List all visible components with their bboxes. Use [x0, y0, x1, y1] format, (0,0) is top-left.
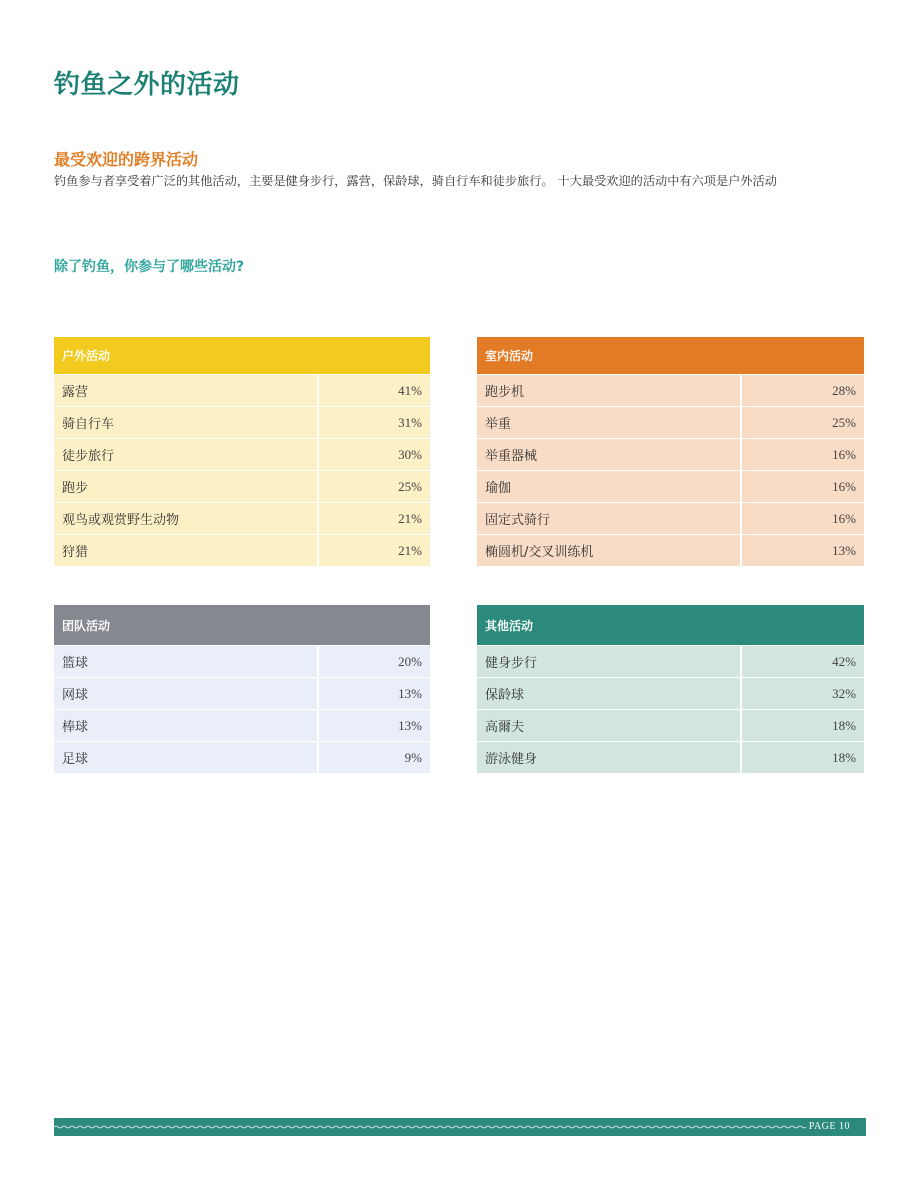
activity-percent: 20%	[398, 653, 422, 669]
activity-name: 固定式骑行	[477, 503, 742, 534]
wave-decoration-icon	[54, 1118, 806, 1136]
activity-name: 椭圆机/交叉训练机	[477, 535, 742, 566]
activity-name: 跑步	[54, 471, 319, 502]
activity-name: 高爾夫	[477, 710, 742, 741]
activity-percent: 16%	[832, 446, 856, 462]
activity-percent: 13%	[398, 685, 422, 701]
activity-percent: 32%	[832, 685, 856, 701]
activity-percent: 42%	[832, 653, 856, 669]
activity-name: 保龄球	[477, 678, 742, 709]
activity-name: 跑步机	[477, 375, 742, 406]
activity-percent: 13%	[832, 542, 856, 558]
table-row	[477, 438, 864, 470]
table-row	[477, 741, 864, 773]
table-row	[54, 741, 430, 773]
activity-name: 露营	[54, 375, 319, 406]
activity-name: 棒球	[54, 710, 319, 741]
activity-name: 观鸟或观赏野生动物	[54, 503, 319, 534]
activity-percent: 13%	[398, 717, 422, 733]
activity-percent: 25%	[832, 414, 856, 430]
activity-percent: 30%	[398, 446, 422, 462]
activity-percent: 18%	[832, 717, 856, 733]
section-heading: 最受欢迎的跨界活动	[54, 150, 199, 169]
other-activities-table	[477, 605, 864, 773]
table-row	[54, 677, 430, 709]
table-row	[54, 502, 430, 534]
activity-name: 徒步旅行	[54, 439, 319, 470]
activity-percent: 21%	[398, 542, 422, 558]
activity-name: 游泳健身	[477, 742, 742, 773]
activity-name: 举重	[477, 407, 742, 438]
table-row	[477, 406, 864, 438]
table-row	[54, 406, 430, 438]
table-row	[477, 470, 864, 502]
activity-name: 瑜伽	[477, 471, 742, 502]
survey-question: 除了钓鱼，你参与了哪些活动?	[54, 259, 245, 275]
table-header: 室内活动	[477, 337, 864, 374]
page-number: PAGE 10	[808, 1121, 850, 1132]
activity-name: 举重器械	[477, 439, 742, 470]
table-row	[477, 502, 864, 534]
table-row	[477, 374, 864, 406]
activity-percent: 41%	[398, 382, 422, 398]
table-row	[54, 374, 430, 406]
activity-percent: 28%	[832, 382, 856, 398]
table-header: 其他活动	[477, 605, 864, 645]
table-row	[54, 534, 430, 566]
table-header: 户外活动	[54, 337, 430, 374]
table-row	[54, 709, 430, 741]
activity-percent: 18%	[832, 749, 856, 765]
table-row	[54, 645, 430, 677]
activity-name: 健身步行	[477, 646, 742, 677]
activity-percent: 25%	[398, 478, 422, 494]
section-paragraph: 钓鱼参与者享受着广泛的其他活动，主要是健身步行，露营，保龄球，骑自行车和徒步旅行。 十大最受欢迎的活动中有六项是户外活动	[54, 174, 777, 188]
activity-name: 篮球	[54, 646, 319, 677]
table-row	[477, 709, 864, 741]
table-row	[54, 470, 430, 502]
activity-percent: 21%	[398, 510, 422, 526]
activity-percent: 9%	[404, 749, 422, 765]
footer-bar	[54, 1118, 866, 1136]
activity-percent: 31%	[398, 414, 422, 430]
indoor-activities-table	[477, 337, 864, 566]
page-title: 钓鱼之外的活动	[54, 70, 240, 100]
table-row	[54, 438, 430, 470]
table-row	[477, 677, 864, 709]
activity-name: 足球	[54, 742, 319, 773]
activity-percent: 16%	[832, 510, 856, 526]
table-row	[477, 534, 864, 566]
activity-percent: 16%	[832, 478, 856, 494]
outdoor-activities-table	[54, 337, 430, 566]
table-row	[477, 645, 864, 677]
team-activities-table	[54, 605, 430, 773]
activity-name: 狩猎	[54, 535, 319, 566]
activity-name: 网球	[54, 678, 319, 709]
table-header: 团队活动	[54, 605, 430, 645]
activity-name: 骑自行车	[54, 407, 319, 438]
